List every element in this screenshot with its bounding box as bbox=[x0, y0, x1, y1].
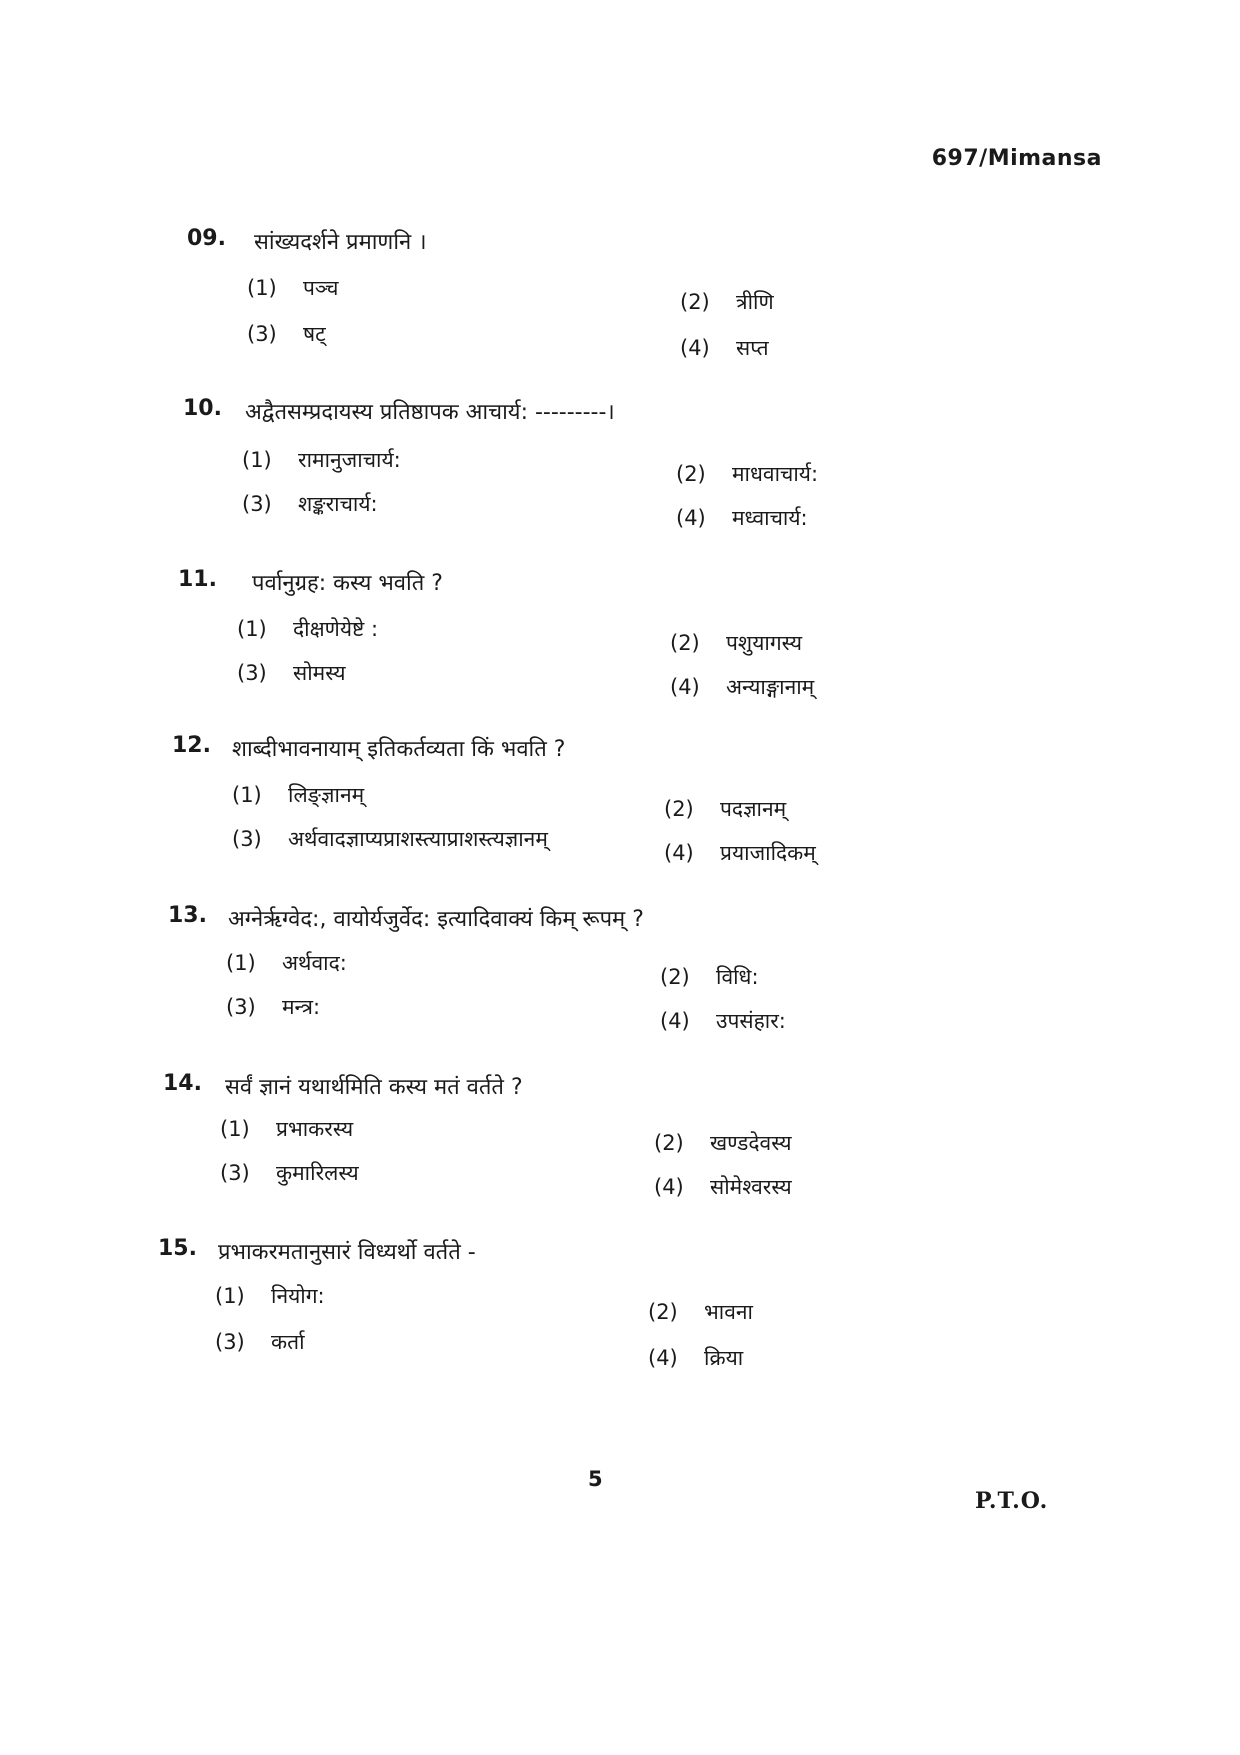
option-2 bbox=[680, 288, 774, 316]
option-4 bbox=[680, 334, 769, 362]
option-2 bbox=[676, 460, 818, 488]
option-number: (4) bbox=[654, 1175, 684, 1199]
option-text: लिङ्ज्ञानम् bbox=[288, 783, 365, 807]
option-number: (2) bbox=[680, 290, 710, 314]
option-4 bbox=[654, 1173, 792, 1201]
question-text: शाब्दीभावनायाम् इतिकर्तव्यता किं भवति ? bbox=[232, 737, 566, 762]
question-text: सांख्यदर्शने प्रमाणनि । bbox=[254, 230, 427, 255]
question-block bbox=[0, 903, 1240, 1053]
option-text: प्रभाकरस्य bbox=[276, 1117, 354, 1141]
option-number: (3) bbox=[242, 492, 272, 516]
option-number: (1) bbox=[242, 448, 272, 472]
option-number: (1) bbox=[232, 783, 262, 807]
option-number: (1) bbox=[226, 951, 256, 975]
option-number: (4) bbox=[680, 336, 710, 360]
option-2 bbox=[648, 1298, 753, 1326]
question-block bbox=[0, 396, 1240, 546]
option-text: पशुयागस्य bbox=[726, 631, 802, 655]
option-1 bbox=[232, 781, 364, 809]
option-text: नियोग: bbox=[271, 1284, 325, 1308]
option-number: (2) bbox=[660, 965, 690, 989]
option-text: अर्थवाद: bbox=[282, 951, 347, 975]
option-text: अन्याङ्गानाम् bbox=[726, 675, 815, 699]
question-text: प्रभाकरमतानुसारं विध्यर्थो वर्तते - bbox=[218, 1240, 476, 1265]
question-block bbox=[0, 567, 1240, 717]
option-number: (2) bbox=[648, 1300, 678, 1324]
option-text: सोमेश्वरस्य bbox=[710, 1175, 792, 1199]
option-number: (3) bbox=[226, 995, 256, 1019]
option-1 bbox=[226, 949, 347, 977]
option-number: (4) bbox=[676, 506, 706, 530]
option-number: (4) bbox=[660, 1009, 690, 1033]
option-number: (4) bbox=[664, 841, 694, 865]
option-number: (2) bbox=[676, 462, 706, 486]
page-number: 5 bbox=[588, 1467, 603, 1491]
option-number: (2) bbox=[670, 631, 700, 655]
option-text: विधि: bbox=[716, 965, 759, 989]
option-number: (1) bbox=[215, 1284, 245, 1308]
option-text: पदज्ञानम् bbox=[720, 797, 787, 821]
question-number: 15. bbox=[158, 1236, 197, 1261]
option-text: षट् bbox=[303, 322, 326, 346]
option-3 bbox=[220, 1159, 359, 1187]
option-number: (1) bbox=[220, 1117, 250, 1141]
option-3 bbox=[226, 993, 320, 1021]
question-block bbox=[0, 733, 1240, 883]
option-4 bbox=[670, 673, 814, 701]
option-text: अर्थवादज्ञाप्यप्राशस्त्याप्राशस्त्यज्ञानम् bbox=[288, 827, 548, 851]
option-text: प्रयाजादिकम् bbox=[720, 841, 816, 865]
option-4 bbox=[660, 1007, 786, 1035]
option-3 bbox=[215, 1328, 305, 1356]
option-text: उपसंहार: bbox=[716, 1009, 786, 1033]
option-number: (2) bbox=[654, 1131, 684, 1155]
option-text: माधवाचार्य: bbox=[732, 462, 819, 486]
question-number: 14. bbox=[163, 1071, 202, 1096]
option-3 bbox=[232, 825, 548, 853]
option-4 bbox=[648, 1344, 743, 1372]
option-text: सोमस्य bbox=[293, 661, 346, 685]
option-number: (2) bbox=[664, 797, 694, 821]
option-4 bbox=[664, 839, 816, 867]
option-text: त्रीणि bbox=[736, 290, 774, 314]
question-block bbox=[0, 226, 1240, 376]
option-text: खण्डदेवस्य bbox=[710, 1131, 792, 1155]
option-2 bbox=[654, 1129, 792, 1157]
option-number: (4) bbox=[648, 1346, 678, 1370]
option-3 bbox=[237, 659, 346, 687]
option-text: दीक्षणेयेष्टे : bbox=[293, 617, 379, 641]
option-text: पञ्च bbox=[303, 276, 339, 300]
paper-code: 697/Mimansa bbox=[931, 146, 1102, 171]
option-2 bbox=[660, 963, 759, 991]
option-1 bbox=[237, 615, 378, 643]
option-1 bbox=[242, 446, 401, 474]
question-block bbox=[0, 1071, 1240, 1221]
option-number: (3) bbox=[247, 322, 277, 346]
option-number: (3) bbox=[232, 827, 262, 851]
question-number: 09. bbox=[187, 226, 226, 251]
option-text: रामानुजाचार्य: bbox=[298, 448, 401, 472]
option-4 bbox=[676, 504, 808, 532]
question-number: 11. bbox=[178, 567, 217, 592]
question-block bbox=[0, 1236, 1240, 1386]
option-1 bbox=[215, 1282, 325, 1310]
option-number: (3) bbox=[220, 1161, 250, 1185]
question-text: सर्वं ज्ञानं यथार्थमिति कस्य मतं वर्तते ? bbox=[225, 1075, 523, 1100]
option-text: क्रिया bbox=[704, 1346, 744, 1370]
option-text: शङ्कराचार्य: bbox=[298, 492, 378, 516]
option-text: मध्वाचार्य: bbox=[732, 506, 808, 530]
option-number: (4) bbox=[670, 675, 700, 699]
option-number: (1) bbox=[237, 617, 267, 641]
option-2 bbox=[670, 629, 802, 657]
pto-label: P.T.O. bbox=[975, 1488, 1049, 1514]
option-1 bbox=[220, 1115, 353, 1143]
option-2 bbox=[664, 795, 786, 823]
option-3 bbox=[242, 490, 378, 518]
question-text: अग्नेर्ऋग्वेद:, वायोर्यजुर्वेद: इत्यादिवाक्यं किम् रूपम् ? bbox=[228, 907, 644, 932]
option-number: (3) bbox=[237, 661, 267, 685]
question-number: 10. bbox=[183, 396, 222, 421]
option-text: मन्त्र: bbox=[282, 995, 321, 1019]
option-number: (3) bbox=[215, 1330, 245, 1354]
option-text: भावना bbox=[704, 1300, 753, 1324]
question-number: 13. bbox=[168, 903, 207, 928]
option-1 bbox=[247, 274, 339, 302]
option-text: कुमारिलस्य bbox=[276, 1161, 359, 1185]
question-text: अद्वैतसम्प्रदायस्य प्रतिष्ठापक आचार्य: ---------। bbox=[245, 400, 615, 425]
question-number: 12. bbox=[172, 733, 211, 758]
option-number: (1) bbox=[247, 276, 277, 300]
option-3 bbox=[247, 320, 326, 348]
option-text: सप्त bbox=[736, 336, 769, 360]
question-text: पर्वानुग्रह: कस्य भवति ? bbox=[252, 571, 443, 596]
option-text: कर्ता bbox=[271, 1330, 305, 1354]
